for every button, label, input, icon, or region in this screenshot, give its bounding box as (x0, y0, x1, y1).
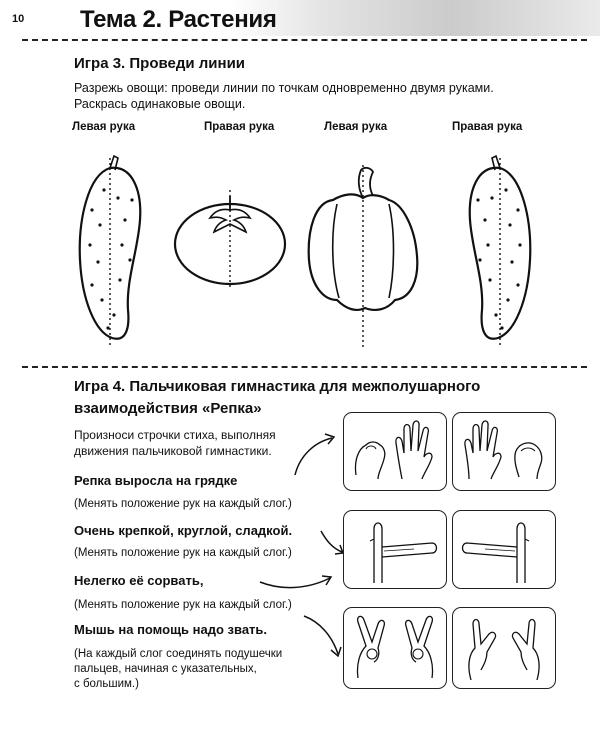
hands-illustration-palm-fist (452, 412, 556, 491)
verse-line-1: Репка выросла на грядке (74, 473, 238, 488)
game4-intro-line1: Произноси строчки стиха, выполняя (74, 428, 276, 442)
hands-illustration-fist-palm (343, 412, 447, 491)
hand-label-right-2: Правая рука (452, 121, 523, 133)
game4-intro-line2: движения пальчиковой гимнастики. (74, 444, 272, 458)
header-texture (230, 0, 600, 36)
verse-line-2: Очень крепкой, круглой, сладкой. (74, 523, 293, 538)
verse-instruction-1: (Менять положение рук на каждый слог.) (74, 498, 292, 510)
fist-and-palm-icon (344, 413, 446, 490)
game3-instruction-line1: Разрежь овощи: проведи линии по точкам одновременно двумя руками. (74, 81, 494, 95)
palm-and-fist-icon (453, 413, 555, 490)
cucumber-drawing-right (452, 150, 542, 350)
hand-label-left-2: Левая рука (324, 121, 388, 133)
verse-instruction-4-line3: с большим.) (74, 678, 139, 690)
hands-illustration-fingers-touch (452, 607, 556, 689)
hands-illustration-vertical-horizontal (343, 510, 447, 589)
verse-instruction-4-line2: пальцев, начиная с указательных, (74, 663, 257, 675)
verse-line-4: Мышь на помощь надо звать. (74, 622, 268, 637)
vertical-and-horizontal-palms-icon (344, 511, 446, 588)
game3-instruction-line2: Раскрась одинаковые овощи. (74, 97, 246, 111)
verse-instruction-3: (Менять положение рук на каждый слог.) (74, 599, 292, 611)
finger-rings-icon (344, 608, 446, 688)
hand-label-left-1: Левая рука (72, 121, 136, 133)
arrow-icon-4 (300, 612, 344, 662)
topic-title: Тема 2. Растения (80, 6, 277, 33)
page-number: 10 (12, 13, 25, 25)
game4-title-line1: Игра 4. Пальчиковая гимнастика для межполушарного (74, 378, 481, 395)
pepper-drawing (303, 160, 423, 350)
hands-illustration-horizontal-vertical (452, 510, 556, 589)
arrow-icon-3 (256, 572, 336, 594)
horizontal-and-vertical-palms-icon (453, 511, 555, 588)
verse-instruction-4-line1: (На каждый слог соединять подушечки (74, 648, 283, 660)
tomato-drawing (170, 190, 290, 290)
verse-instruction-2: (Менять положение рук на каждый слог.) (74, 547, 292, 559)
game3-title: Игра 3. Проведи линии (74, 55, 246, 72)
verse-line-3: Нелегко её сорвать, (74, 573, 204, 588)
hands-illustration-fingers-rings (343, 607, 447, 689)
fingertips-touch-icon (453, 608, 555, 688)
cucumber-drawing-left (70, 150, 160, 350)
section-divider (22, 366, 587, 368)
hand-label-right-1: Правая рука (204, 121, 275, 133)
page-header (0, 0, 600, 40)
game4-title-line2: взаимодействия «Репка» (74, 400, 262, 417)
arrow-icon-1 (290, 430, 340, 480)
header-divider (22, 39, 587, 41)
